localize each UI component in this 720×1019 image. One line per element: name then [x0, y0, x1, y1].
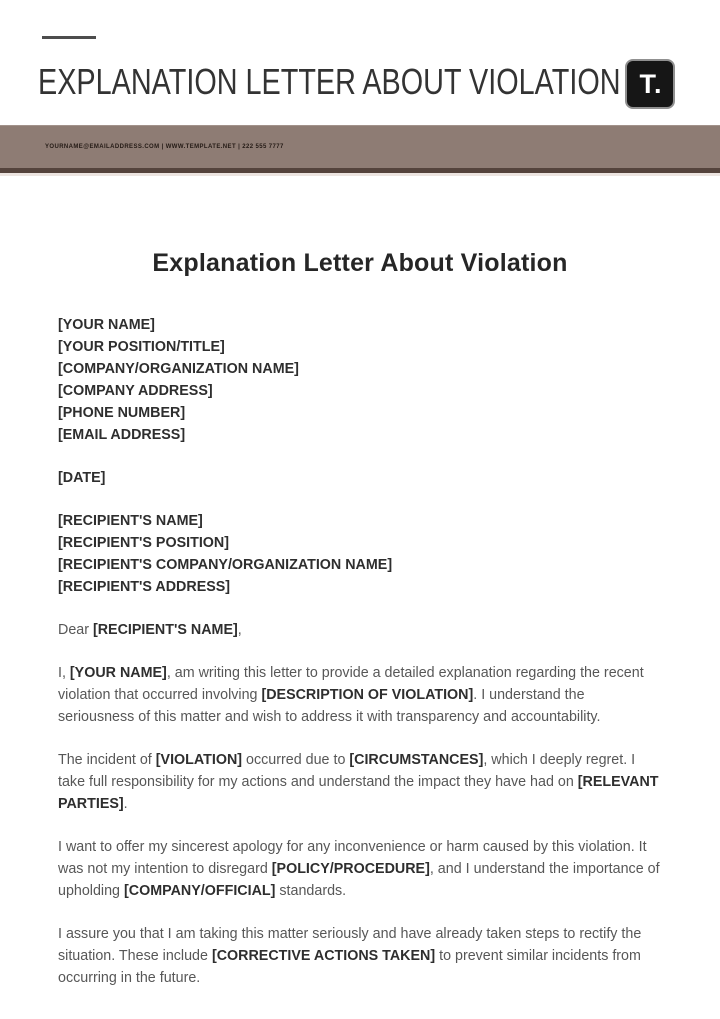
paragraph-1 — [58, 662, 662, 728]
placeholder-token: [YOUR NAME] — [69, 665, 167, 681]
text-run: . — [123, 796, 128, 812]
text-run: I want to offer my sincerest apology for any inconvenience or harm caused by this violation. It was not my intention to disregard — [58, 839, 647, 877]
placeholder-token: [POLICY/PROCEDURE] — [271, 861, 430, 877]
text-run: standards. — [275, 883, 347, 899]
letter-line: [YOUR POSITION/TITLE] — [58, 339, 225, 355]
placeholder-token: [RECIPIENT'S NAME] — [92, 622, 238, 638]
text-run: , which I deeply regret. I take full responsibility for my actions and understand the impact they have had on — [58, 752, 636, 790]
text-run: I, — [58, 665, 70, 681]
placeholder-token: [COMPANY/OFFICIAL] — [123, 883, 276, 899]
letter-line: [RECIPIENT'S NAME] — [58, 513, 203, 529]
brand-logo-text: T. — [639, 68, 663, 99]
text-run: , — [237, 622, 242, 638]
letter-line: [RECIPIENT'S POSITION] — [58, 535, 230, 551]
sender-block — [58, 314, 662, 446]
text-run: Dear — [58, 622, 93, 638]
placeholder-token: [CIRCUMSTANCES] — [349, 752, 484, 768]
contact-info-text: YOURNAME@EMAILADDRESS.COM | WWW.TEMPLATE.NET | 222 555 7777 — [45, 144, 284, 150]
placeholder-token: [DESCRIPTION OF VIOLATION] — [261, 687, 474, 703]
letter-line: [COMPANY ADDRESS] — [58, 383, 213, 399]
text-run: occurred due to — [242, 752, 350, 768]
brand-logo — [625, 59, 675, 109]
letter-line: [DATE] — [58, 470, 106, 486]
placeholder-token: [CORRECTIVE ACTIONS TAKEN] — [211, 948, 436, 964]
letter-line: [COMPANY/ORGANIZATION NAME] — [58, 361, 299, 377]
letter-line: [RECIPIENT'S ADDRESS] — [58, 579, 231, 595]
paragraph-4 — [58, 923, 662, 989]
text-run: . I understand the seriousness of this matter and wish to address it with transparency and accountability. — [58, 687, 601, 725]
letter-line: [EMAIL ADDRESS] — [58, 427, 186, 443]
text-run: The incident of — [58, 752, 156, 768]
header-dash — [42, 36, 96, 39]
letter-line: [YOUR NAME] — [58, 317, 155, 333]
contact-band — [0, 125, 720, 168]
letter-line: [PHONE NUMBER] — [58, 405, 186, 421]
date-line — [58, 467, 662, 489]
letter-heading: Explanation Letter About Violation — [152, 249, 568, 277]
text-run: to prevent similar incidents from occurring in the future. — [58, 948, 641, 986]
paragraph-2 — [58, 749, 662, 815]
text-run: I assure you that I am taking this matter seriously and have already taken steps to rectify the situation. These include — [58, 926, 642, 964]
recipient-block — [58, 510, 662, 598]
text-run: , am writing this letter to provide a detailed explanation regarding the recent violation that occurred involving — [58, 665, 644, 703]
letter-body — [58, 314, 662, 1010]
document-header-title: EXPLANATION LETTER ABOUT VIOLATION — [38, 61, 621, 102]
letter-line: [RECIPIENT'S COMPANY/ORGANIZATION NAME] — [58, 557, 393, 573]
salutation — [58, 619, 662, 641]
placeholder-token: [RELEVANT PARTIES] — [58, 774, 659, 812]
accent-line-light — [0, 173, 720, 176]
paragraph-3 — [58, 836, 662, 902]
text-run: , and I understand the importance of upholding — [58, 861, 660, 899]
placeholder-token: [VIOLATION] — [155, 752, 243, 768]
